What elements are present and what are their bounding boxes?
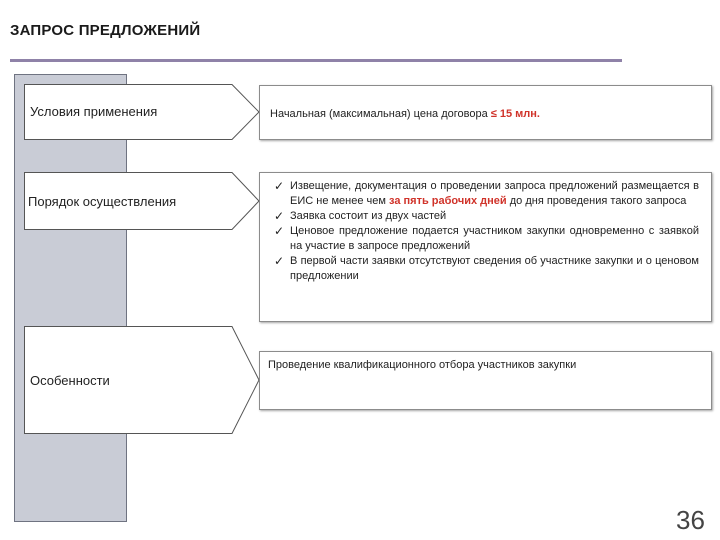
features-box (259, 351, 712, 410)
list-item (270, 179, 699, 209)
item-text: Извещение, документация о проведении запроса предложений размещается в ЕИС не менее чем (290, 180, 699, 207)
row-label-features (24, 326, 260, 434)
page-number: 36 (676, 505, 705, 535)
conditions-text: Начальная (максимальная) цена договора (270, 108, 491, 120)
sidebar-band (14, 74, 127, 522)
title-divider (10, 59, 622, 62)
checkmark-icon: ✓ (274, 224, 285, 238)
list-item (270, 224, 699, 254)
row-label-text: Порядок осуществления (28, 193, 177, 209)
item-text: до дня проведения такого запроса (506, 195, 687, 207)
row-label-procedure (24, 172, 260, 230)
row-label-conditions (24, 84, 260, 140)
checkmark-icon: ✓ (274, 179, 285, 193)
page-title: ЗАПРОС ПРЕДЛОЖЕНИЙ (10, 22, 201, 39)
deadline-highlight: за пять рабочих дней (389, 195, 507, 207)
conditions-box (259, 85, 712, 140)
procedure-box (259, 172, 712, 322)
row-label-text: Особенности (30, 372, 110, 388)
checkmark-icon: ✓ (274, 209, 285, 223)
row-label-text: Условия применения (30, 103, 158, 119)
item-text: Ценовое предложение подается участником закупки одновременно с заявкой на участие в запросе предложений (290, 225, 699, 252)
checkmark-icon: ✓ (274, 254, 285, 268)
item-text: В первой части заявки отсутствуют сведения об участнике закупки и о ценовом предложении (290, 255, 699, 282)
list-item (270, 209, 699, 224)
item-text: Заявка состоит из двух частей (290, 210, 447, 222)
features-text: Проведение квалификационного отбора участников закупки (268, 359, 577, 371)
list-item (270, 254, 699, 284)
procedure-list (270, 179, 699, 284)
price-limit-highlight: ≤ 15 млн. (490, 108, 540, 120)
